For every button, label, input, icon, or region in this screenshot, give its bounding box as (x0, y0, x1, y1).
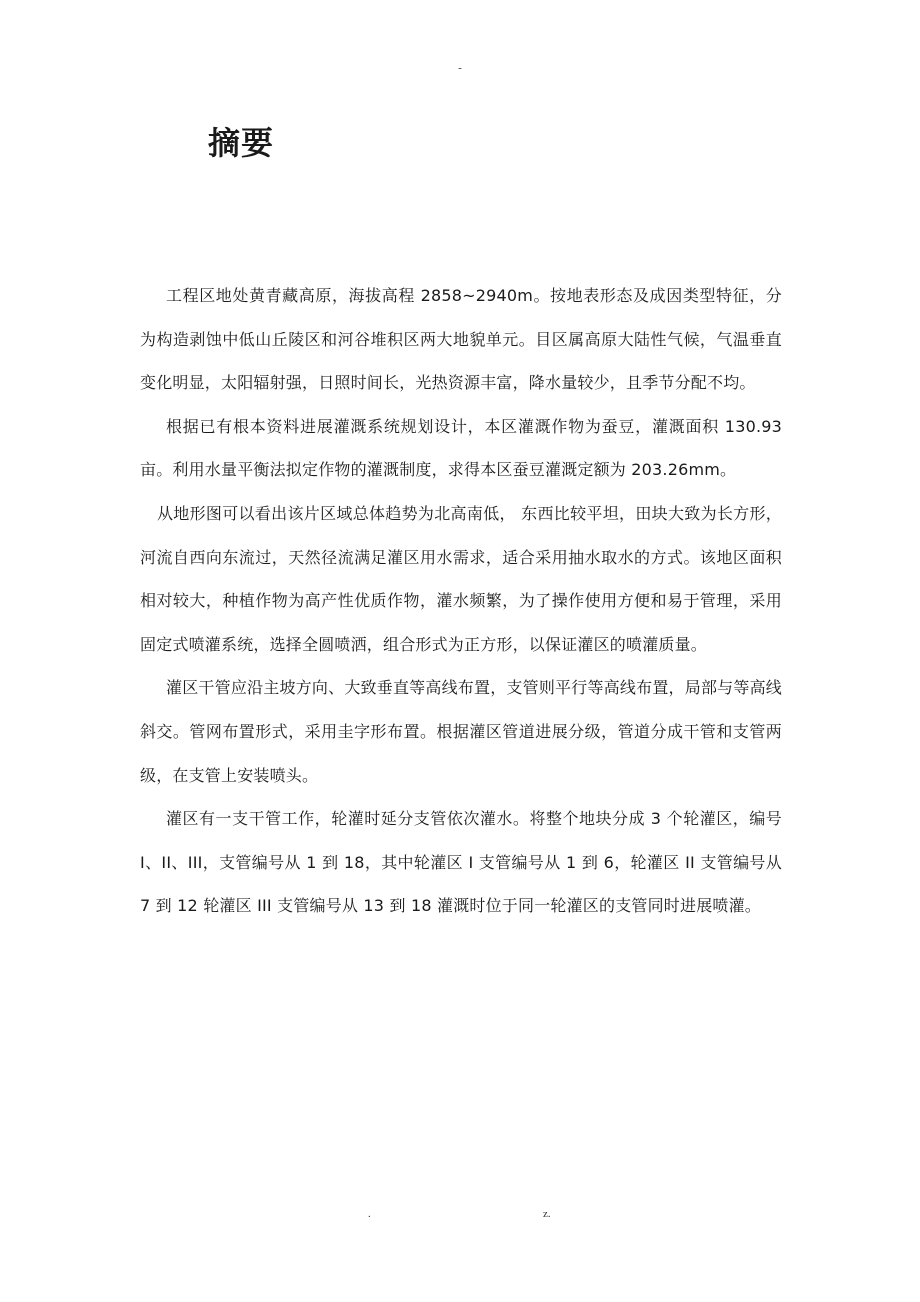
page-title: 摘要 (208, 124, 275, 162)
footer-right-mark: z. (543, 1208, 551, 1220)
paragraph-irrigation-plan: 根据已有根本资料进展灌溉系统规划设计，本区灌溉作物为蚕豆，灌溉面积 130.93 亩。利用水量平衡法拟定作物的灌溉制度，求得本区蚕豆灌溉定额为 203.26mm。 (140, 416, 782, 480)
abstract-body (140, 274, 782, 928)
paragraph-terrain: 从地形图可以看出该片区域总体趋势为北高南低， 东西比较平坦，田块大致为长方形，河流自西向东流过，天然径流满足灌区用水需求，适合采用抽水取水的方式。该地区面积相对较大，种植作物为高产性优质作物，灌水频繁，为了操作使用方便和易于管理，采用固定式喷灌系统，选择全圆喷洒，组合形式为正方形，以保证灌区的喷灌质量。 (140, 503, 782, 654)
paragraph-geography: 工程区地处黄青藏高原，海拔高程 2858~2940m。按地表形态及成因类型特征，分为构造剥蚀中低山丘陵区和河谷堆积区两大地貌单元。目区属高原大陆性气候，气温垂直变化明显，太阳辐射强，日照时间长，光热资源丰富，降水量较少，且季节分配不均。 (140, 286, 782, 393)
paragraph-rotation-zones: 灌区有一支干管工作，轮灌时延分支管依次灌水。将整个地块分成 3 个轮灌区，编号 I、II、III，支管编号从 1 到 18，其中轮灌区 I 支管编号从 1 到 6，轮灌区 II 支管编号从 7 到 12 轮灌区 III 支管编号从 13 到 18 灌溉时位于同一轮灌区的支管同时进展喷灌。 (140, 809, 782, 916)
footer-left-mark: . (368, 1208, 371, 1220)
header-mark: - (458, 62, 462, 74)
paragraph-pipe-layout: 灌区干管应沿主坡方向、大致垂直等高线布置，支管则平行等高线布置，局部与等高线斜交。管网布置形式，采用圭字形布置。根据灌区管道进展分级，管道分成干管和支管两级，在支管上安装喷头。 (140, 678, 782, 785)
